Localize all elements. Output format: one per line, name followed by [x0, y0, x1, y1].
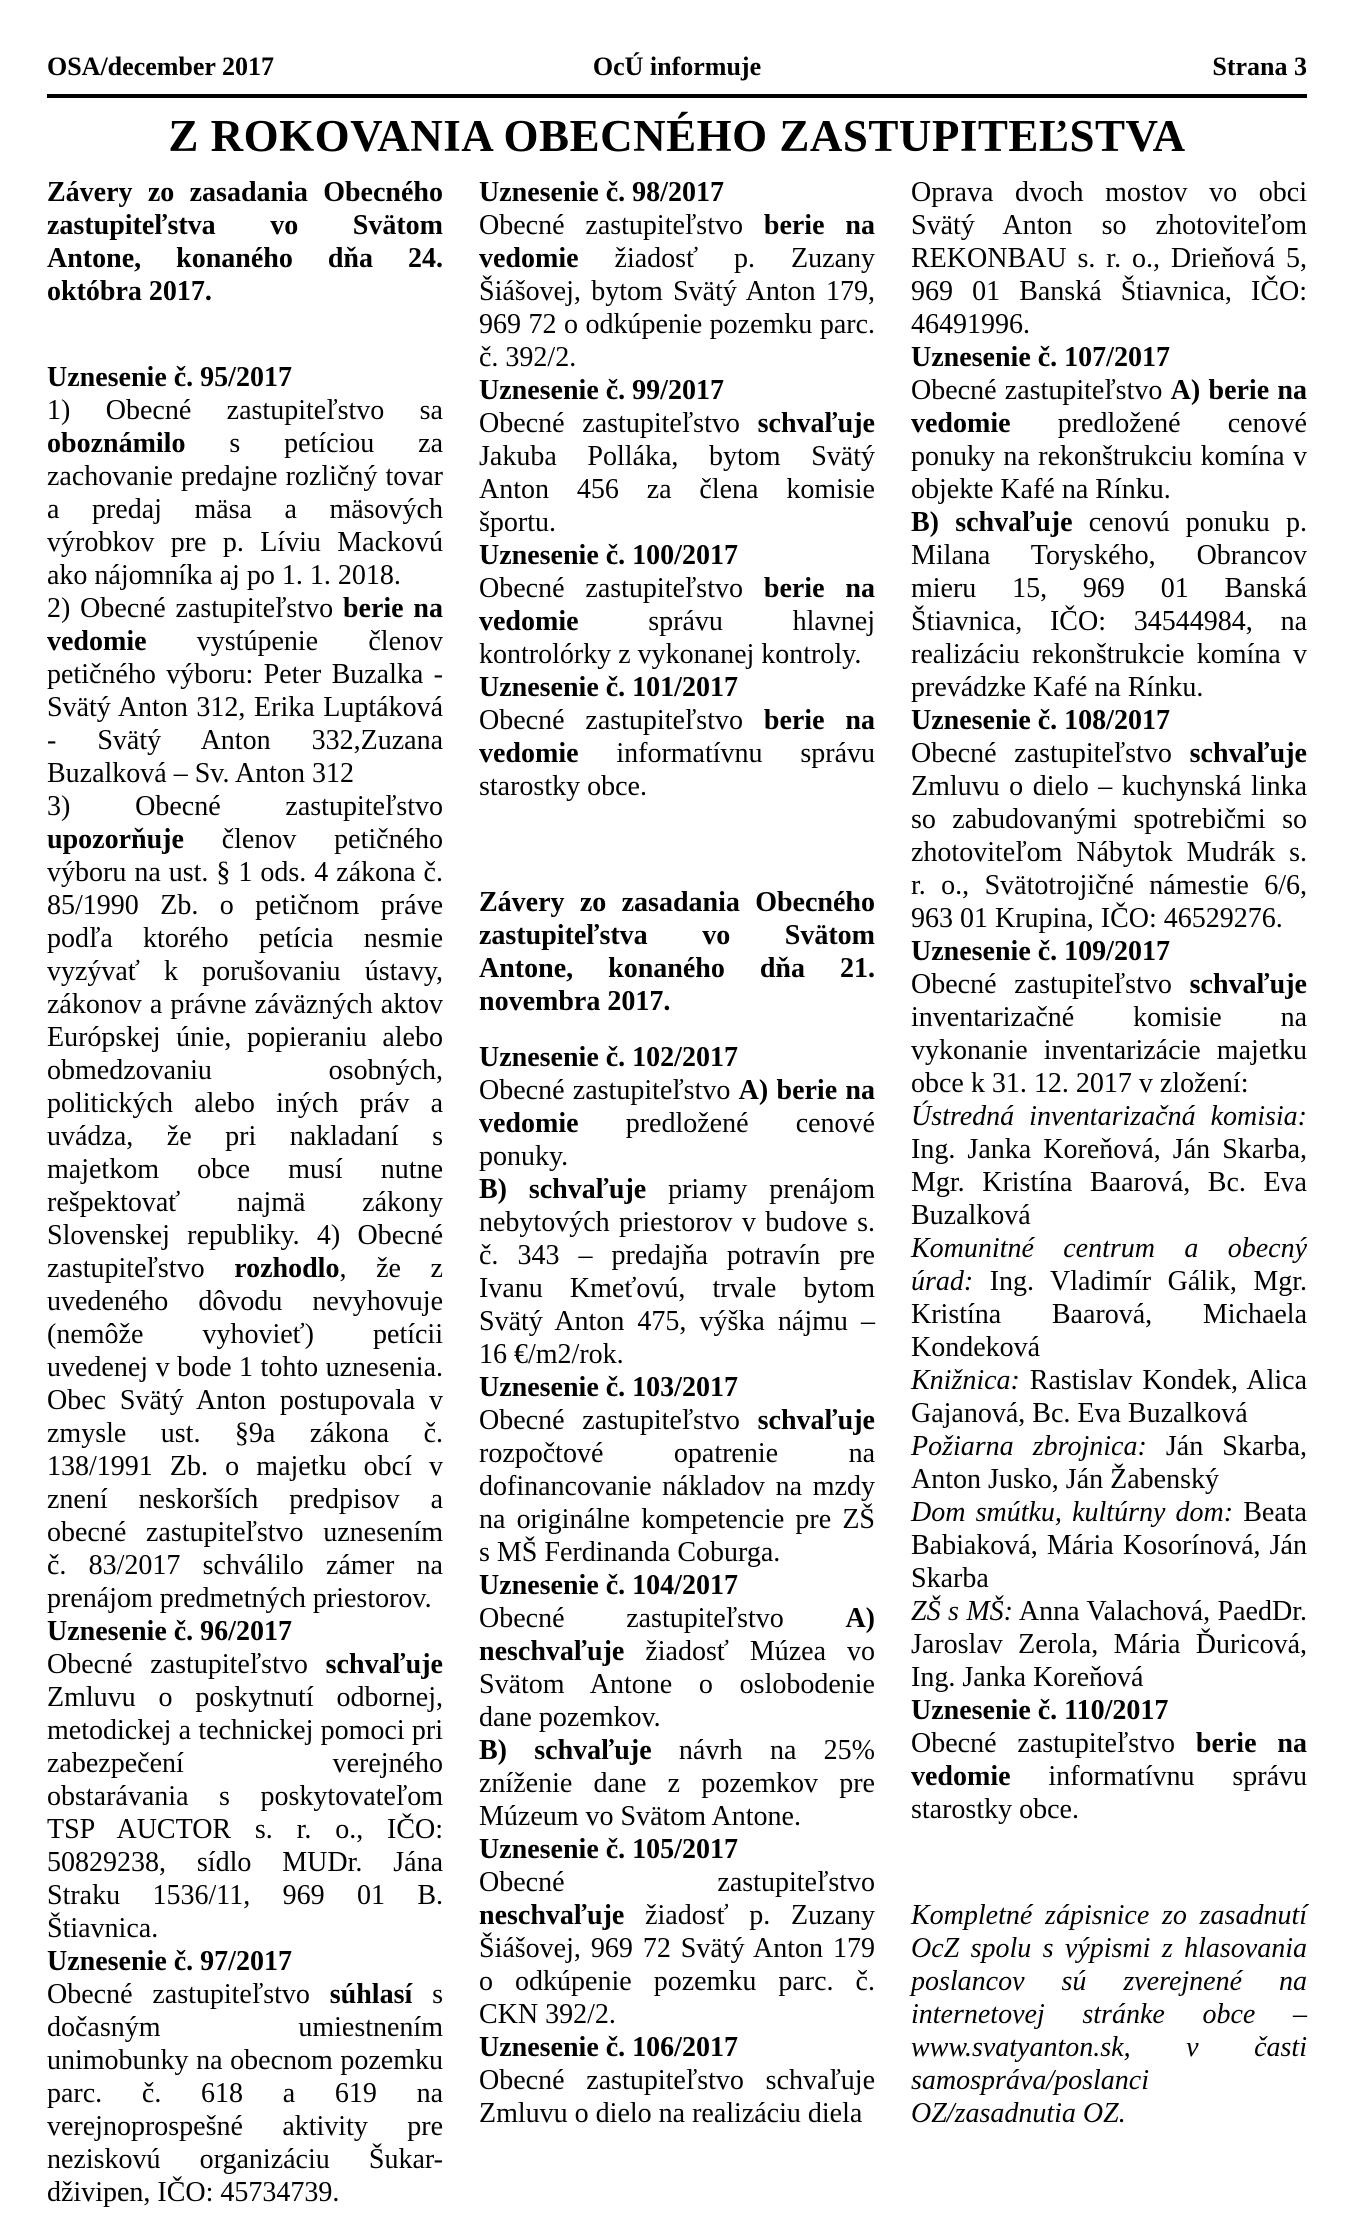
paragraph — [479, 886, 875, 1018]
text: predložené cenové ponuky. — [479, 1107, 875, 1172]
text: Oprava dvoch mostov vo obci Svätý Anton so zhotoviteľom REKONBAU s. r. o., Drieňová 5, 969 01 Banská Štiavnica, IČO: 46491996. — [911, 177, 1307, 340]
text: Obecné zastupiteľstvo — [47, 1978, 330, 2010]
paragraph — [479, 1074, 875, 1173]
spacer — [47, 308, 443, 361]
bold-text: A) berie na vedomie — [911, 375, 1307, 439]
header-section-title: OcÚ informuje — [592, 52, 762, 81]
text: Uznesenie č. 97/2017 — [47, 1945, 292, 1977]
text: Obecné zastupiteľstvo — [479, 705, 764, 736]
resolution-heading — [911, 341, 1307, 374]
text: Ing. Janka Koreňová, Ján Skarba, Mgr. Kristína Baarová, Bc. Eva Buzalková — [911, 1134, 1307, 1231]
text: Uznesenie č. 95/2017 — [47, 361, 292, 393]
bold-text: schvaľuje — [1189, 969, 1307, 1000]
text: rozpočtové opatrenie na dofinancovanie nákladov na mzdy na originálne kompetencie pre ZŠ s MŠ Ferdinanda Coburga. — [479, 1437, 875, 1568]
spacer — [479, 1018, 875, 1041]
bold-text: A) neschvaľuje — [479, 1602, 875, 1667]
paragraph — [911, 176, 1307, 341]
paragraph — [911, 1100, 1307, 1232]
bold-text: berie na vedomie — [479, 210, 875, 274]
text: žiadosť p. Zuzany Šiášovej, 969 72 Svätý Anton 179 o odkúpenie pozemku parc. č. CKN 392/2. — [479, 1899, 875, 2030]
text: Obecné zastupiteľstvo — [479, 408, 758, 439]
bold-text: rozhodlo — [234, 1252, 340, 1284]
page-header — [47, 52, 1307, 98]
spacer — [479, 803, 875, 886]
resolution-heading — [911, 704, 1307, 737]
text: Závery zo zasadania Obecného zastupiteľstva vo Svätom Antone, konaného dňa 21. novembra 2017. — [479, 886, 875, 1017]
resolution-heading — [911, 1694, 1307, 1727]
italic-text: Knižnica: — [911, 1365, 1020, 1396]
paragraph — [911, 1430, 1307, 1496]
text: 1) Obecné zastupiteľstvo sa — [47, 394, 443, 426]
bold-text: berie na vedomie — [479, 573, 875, 637]
bold-text: schvaľuje — [757, 1404, 875, 1436]
text: informatívnu správu starostky obce. — [479, 738, 875, 802]
bold-text: B) schvaľuje — [479, 1734, 652, 1766]
paragraph — [911, 1727, 1307, 1826]
text: Uznesenie č. 99/2017 — [479, 375, 724, 406]
paragraph — [479, 1602, 875, 1734]
text: Obecné zastupiteľstvo — [911, 375, 1171, 406]
text: Uznesenie č. 102/2017 — [479, 1041, 738, 1073]
italic-text: Požiarna zbrojnica: — [911, 1431, 1147, 1462]
bold-text: berie na vedomie — [911, 1728, 1307, 1792]
bold-text: B) schvaľuje — [479, 1173, 647, 1205]
resolution-heading — [479, 539, 875, 572]
text: Uznesenie č. 96/2017 — [47, 1615, 292, 1647]
text: Uznesenie č. 109/2017 — [911, 936, 1170, 967]
text: informatívnu správu starostky obce. — [911, 1761, 1307, 1825]
column-3 — [911, 176, 1307, 2130]
text: Obecné zastupiteľstvo — [479, 1074, 739, 1106]
paragraph — [911, 1232, 1307, 1364]
bold-text: súhlasí — [329, 1978, 413, 2010]
paragraph — [911, 1595, 1307, 1694]
resolution-heading — [479, 176, 875, 209]
resolution-heading — [479, 1833, 875, 1866]
text: Zmluvu o dielo – kuchynská linka so zabudovanými spotrebičmi so zhotoviteľom Nábytok Mudrák s. r. o., Svätotrojičné námestie 6/6, 963 01 Krupina, IČO: 46529276. — [911, 771, 1307, 934]
paragraph — [911, 968, 1307, 1100]
text: Obecné zastupiteľstvo schvaľuje Zmluvu o dielo na realizáciu diela — [479, 2064, 875, 2129]
column-2 — [479, 176, 875, 2130]
text: návrh na 25% zníženie dane z pozemkov pre Múzeum vo Svätom Antone. — [479, 1734, 875, 1832]
paragraph — [911, 1496, 1307, 1595]
text: s petíciou za zachovanie predajne rozličný tovar a predaj mäsa a mäsových výrobkov pre p. Líviu Mackovú ako nájomníka aj po 1. 1. 2018. — [47, 427, 443, 591]
resolution-heading — [47, 361, 443, 394]
bold-text: B) schvaľuje — [911, 507, 1073, 538]
text: Uznesenie č. 108/2017 — [911, 705, 1170, 736]
text: Ing. Vladimír Gálik, Mgr. Kristína Baarová, Michaela Kondeková — [911, 1266, 1307, 1363]
paragraph — [479, 1734, 875, 1833]
text: inventarizačné komisie na vykonanie inventarizácie majetku obce k 31. 12. 2017 v zložení: — [911, 1002, 1307, 1099]
bold-text: berie na vedomie — [47, 592, 443, 657]
paragraph — [911, 737, 1307, 935]
paragraph — [911, 1899, 1307, 2130]
paragraph — [47, 176, 443, 308]
resolution-heading — [479, 374, 875, 407]
paragraph — [479, 209, 875, 374]
text: Obecné zastupiteľstvo — [479, 1602, 846, 1634]
italic-text: Ústredná inventarizačná komisia: — [911, 1101, 1307, 1132]
paragraph — [911, 506, 1307, 704]
text: Uznesenie č. 101/2017 — [479, 672, 738, 703]
text: Závery zo zasadania Obecného zastupiteľstva vo Svätom Antone, konaného dňa 24. októbra 2017. — [47, 177, 443, 307]
paragraph — [47, 790, 443, 1615]
paragraph — [479, 1866, 875, 2031]
resolution-heading — [47, 1945, 443, 1978]
bold-text: upozorňuje — [47, 823, 184, 855]
bold-text: oboznámilo — [47, 427, 186, 459]
text: Uznesenie č. 110/2017 — [911, 1695, 1169, 1726]
spacer — [911, 1826, 1307, 1899]
resolution-heading — [911, 935, 1307, 968]
text: žiadosť Múzea vo Svätom Antone o oslobodenie dane pozemkov. — [479, 1635, 875, 1733]
text: predložené cenové ponuky na rekonštrukciu komína v objekte Kafé na Rínku. — [911, 408, 1307, 505]
text: Rastislav Kondek, Alica Gajanová, Bc. Eva Buzalková — [911, 1365, 1307, 1429]
resolution-heading — [479, 671, 875, 704]
text: priamy prenájom nebytových priestorov v budove s. č. 343 – predajňa potravín pre Ivanu Kmeťovú, trvale bytom Svätý Anton 475, výška nájmu – 16 €/m2/rok. — [479, 1173, 875, 1370]
text: žiadosť p. Zuzany Šiášovej, bytom Svätý Anton 179, 969 72 o odkúpenie pozemku parc. č. 392/2. — [479, 243, 875, 373]
text: Uznesenie č. 103/2017 — [479, 1371, 738, 1403]
text: Uznesenie č. 106/2017 — [479, 2031, 738, 2063]
text: Uznesenie č. 98/2017 — [479, 177, 724, 208]
text: Ján Skarba, Anton Jusko, Ján Žabenský — [911, 1431, 1308, 1495]
italic-text: Komunitné centrum a obecný úrad: — [911, 1233, 1307, 1297]
text: Obecné zastupiteľstvo — [479, 1866, 875, 1898]
paragraph — [479, 407, 875, 539]
paragraph — [911, 374, 1307, 506]
text: s dočasným umiestnením unimobunky na obecnom pozemku parc. č. 618 a 619 na verejnoprospešné aktivity pre neziskovú organizáciu Šukar-dživipen, IČO: 45734739. — [47, 1978, 443, 2208]
text: Kompletné zápisnice zo zasadnutí OcZ spolu s výpismi z hlasovania poslancov sú zverejnené na internetovej stránke obce – www.svatyanton.sk, v časti samospráva/poslanci OZ/zasadnutia OZ. — [911, 1899, 1307, 2129]
paragraph — [479, 1404, 875, 1569]
column-1 — [47, 176, 443, 2209]
bold-text: A) berie na vedomie — [479, 1074, 875, 1139]
bold-text: schvaľuje — [325, 1648, 443, 1680]
paragraph — [479, 704, 875, 803]
text: členov petičného výboru na ust. § 1 ods. 4 zákona č. 85/1990 Zb. o petičnom práve podľa ktorého petícia nesmie vyzývať k porušovaniu ústavy, zákonov a právne záväzných aktov Európskej únie, popieraniu alebo obmedzovaniu osobných, politických alebo iných práv a uvádza, že pri nakladaní s majetkom obce musí nutne rešpektovať najmä zákony Slovenskej republiky. 4) Obecné zastupiteľstvo — [47, 823, 443, 1284]
text: vystúpenie členov petičného výboru: Peter Buzalka - Svätý Anton 312, Erika Luptáková - Svätý Anton 332,Zuzana Buzalková – Sv. Anton 312 — [47, 625, 443, 789]
text: Obecné zastupiteľstvo — [479, 210, 764, 241]
resolution-heading — [479, 1569, 875, 1602]
text: Anna Valachová, PaedDr. Jaroslav Zerola, Mária Ďuricová, Ing. Janka Koreňová — [911, 1596, 1307, 1693]
resolution-heading — [479, 1371, 875, 1404]
resolution-heading — [479, 1041, 875, 1074]
italic-text: Dom smútku, kultúrny dom: — [911, 1497, 1234, 1528]
article-columns — [47, 176, 1307, 2209]
paragraph — [479, 572, 875, 671]
bold-text: schvaľuje — [1189, 738, 1307, 769]
resolution-heading — [479, 2031, 875, 2064]
text: Obecné zastupiteľstvo — [47, 1648, 326, 1680]
italic-text: ZŠ s MŠ: — [911, 1596, 1014, 1627]
paragraph — [47, 592, 443, 790]
text: Uznesenie č. 105/2017 — [479, 1833, 738, 1865]
paragraph — [47, 1978, 443, 2209]
text: Obecné zastupiteľstvo — [911, 1728, 1196, 1759]
text: Obecné zastupiteľstvo — [911, 969, 1190, 1000]
paragraph — [47, 394, 443, 592]
text: cenovú ponuku p. Milana Toryského, Obrancov mieru 15, 969 01 Banská Štiavnica, IČO: 34544984, na realizáciu rekonštrukcie komína v prevádzke Kafé na Rínku. — [911, 507, 1307, 703]
header-page-number: Strana 3 — [1212, 52, 1307, 81]
paragraph — [479, 2064, 875, 2130]
paragraph — [479, 1173, 875, 1371]
text: Beata Babiaková, Mária Kosorínová, Ján Skarba — [911, 1497, 1307, 1594]
header-edition: OSA/december 2017 — [47, 52, 274, 81]
bold-text: schvaľuje — [757, 408, 875, 439]
bold-text: berie na vedomie — [479, 705, 875, 769]
text: Jakuba Polláka, bytom Svätý Anton 456 za člena komisie športu. — [479, 441, 875, 538]
bold-text: neschvaľuje — [479, 1899, 625, 1931]
text: Obecné zastupiteľstvo — [479, 573, 764, 604]
resolution-heading — [47, 1615, 443, 1648]
article-title: Z ROKOVANIA OBECNÉHO ZASTUPITEĽSTVA — [168, 111, 1186, 161]
text: Uznesenie č. 104/2017 — [479, 1569, 738, 1601]
text: Obecné zastupiteľstvo — [911, 738, 1190, 769]
paragraph — [911, 1364, 1307, 1430]
text: 2) Obecné zastupiteľstvo — [47, 592, 343, 624]
text: , že z uvedeného dôvodu nevyhovuje (nemôže vyhovieť) petícii uvedenej v bode 1 tohto uznesenia. Obec Svätý Anton postupovala v zmysle ust. §9a zákona č. 138/1991 Zb. o majetku obcí v znení neskorších predpisov a obecné zastupiteľstvo uznesením č. 83/2017 schválilo zámer na prenájom predmetných priestorov. — [47, 1252, 443, 1614]
text: 3) Obecné zastupiteľstvo — [47, 790, 443, 822]
text: správu hlavnej kontrolórky z vykonanej kontroly. — [479, 606, 875, 670]
paragraph — [47, 1648, 443, 1945]
text: Uznesenie č. 107/2017 — [911, 342, 1170, 373]
text: Obecné zastupiteľstvo — [479, 1404, 758, 1436]
text: Uznesenie č. 100/2017 — [479, 540, 738, 571]
text: Zmluvu o poskytnutí odbornej, metodickej a technickej pomoci pri zabezpečení verejného obstarávania s poskytovateľom TSP AUCTOR s. r. o., IČO: 50829238, sídlo MUDr. Jána Straku 1536/11, 969 01 B. Štiavnica. — [47, 1681, 443, 1944]
